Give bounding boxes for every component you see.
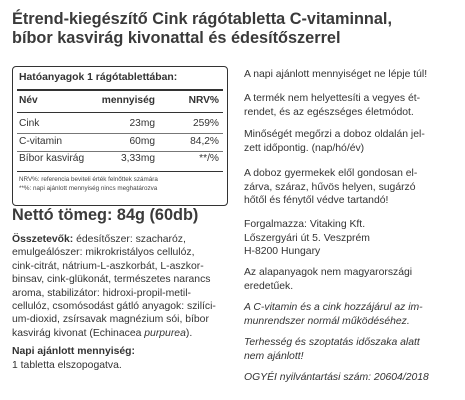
text-line: Az alapanyagok nem magyarországi xyxy=(244,267,413,278)
product-title xyxy=(12,10,457,48)
ingredients-line: édesítőszer: szacharóz, xyxy=(73,234,186,245)
storage-notice xyxy=(244,167,460,208)
table-divider xyxy=(17,151,223,152)
daily-dose-text: 1 tabletta elszopogatva. xyxy=(12,360,122,371)
col-nrv-header: NRV% xyxy=(188,95,219,106)
cell-nrv: 259% xyxy=(192,118,219,129)
table-row xyxy=(19,118,219,132)
cell-amount: 60mg xyxy=(129,136,155,147)
cell-name: Cink xyxy=(19,118,40,129)
table-header-row xyxy=(19,95,219,109)
text-line: Terhesség és szoptatás időszaka alatt xyxy=(244,337,420,348)
col-name-header: Név xyxy=(19,95,38,106)
table-divider xyxy=(17,171,223,172)
dosage-warning xyxy=(244,68,460,82)
text-line: eredetűek. xyxy=(244,280,294,292)
table-row xyxy=(19,153,219,167)
net-weight: Nettó tömeg: 84g (60db) xyxy=(12,206,199,224)
diet-notice xyxy=(244,92,460,119)
pregnancy-warning xyxy=(244,336,460,363)
text-line: zett időpontig. (nap/hó/év) xyxy=(244,142,365,154)
table-footnote: NRV%: referencia beviteli érték felnőttek számára xyxy=(19,176,158,183)
cell-name: Bíbor kasvirág xyxy=(19,153,85,164)
col-amount-header: mennyiség xyxy=(101,95,155,106)
health-claim xyxy=(244,301,460,328)
text-line: OGYÉI nyilvántartási szám: 20604/2018 xyxy=(244,372,429,383)
text-line: munrendszer normál működéséhez. xyxy=(244,315,410,327)
ingredients-line: binsav, cink-glükonát, természetes narancs xyxy=(12,274,211,286)
text-line: Minőségét megőrzi a doboz oldalán jel- xyxy=(244,129,425,140)
cell-nrv: **/% xyxy=(199,153,219,164)
origin-notice xyxy=(244,266,460,293)
table-heading: Hatóanyagok 1 rágótablettában: xyxy=(19,72,178,83)
active-ingredients-table xyxy=(12,66,228,206)
ingredients-line: aroma, stabilizátor: hidroxi-propil-metil- xyxy=(12,287,192,299)
text-line: rendet, és az egészséges életmódot. xyxy=(244,106,414,118)
cell-name: C-vitamin xyxy=(19,136,63,147)
table-footnote: **%: napi ajánlott mennyiség nincs meghatározva xyxy=(19,185,158,192)
text-line: Forgalmazza: Vitaking Kft. xyxy=(244,219,366,230)
daily-dose-label: Napi ajánlott mennyiség: xyxy=(12,346,135,357)
expiry-notice xyxy=(244,128,460,155)
ingredients-line: cink-citrát, nátrium-L-aszkorbát, L-aszkor- xyxy=(12,260,204,272)
ingredients-line: cellulóz, csomósodást gátló anyagok: szilíci- xyxy=(12,301,216,313)
table-row xyxy=(19,136,219,150)
table-divider xyxy=(17,89,223,91)
table-divider xyxy=(17,133,223,134)
ingredients-end: ). xyxy=(185,327,193,339)
text-line: zárva, száraz, hűvös helyen, sugárzó xyxy=(244,181,416,193)
title-line-1: Étrend-kiegészítő Cink rágótabletta C-vitaminnal, xyxy=(12,10,392,28)
ingredients-label: Összetevők: xyxy=(12,234,74,245)
ingredients-text xyxy=(12,233,228,340)
registration-number xyxy=(244,371,460,385)
text-line: hőtől és fénytől védve tartandó! xyxy=(244,195,389,207)
text-line: nem ajánlott! xyxy=(244,350,304,362)
ingredients-line: kasvirág kivonat (Echinacea xyxy=(12,327,145,339)
distributor-info xyxy=(244,218,460,259)
cell-amount: 3,33mg xyxy=(121,153,155,164)
text-line: A napi ajánlott mennyiséget ne lépje túl! xyxy=(244,69,428,80)
table-divider xyxy=(17,112,223,113)
text-line: Lőszergyári út 5. Veszprém xyxy=(244,232,370,244)
text-line: A C-vitamin és a cink hozzájárul az im- xyxy=(244,302,423,313)
text-line: H-8200 Hungary xyxy=(244,246,321,258)
ingredients-line: um-dioxid, zsírsavak magnézium sói, bíbor xyxy=(12,314,209,326)
text-line: A doboz gyermekek elől gondosan el- xyxy=(244,168,418,179)
ingredients-line: emulgeálószer: mikrokristályos cellulóz, xyxy=(12,247,195,259)
cell-amount: 23mg xyxy=(129,118,155,129)
cell-nrv: 84,2% xyxy=(190,136,219,147)
title-line-2: bíbor kasvirág kivonattal és édesítőszerrel xyxy=(12,29,341,47)
ingredients-latin-name: purpurea xyxy=(144,327,186,339)
text-line: A termék nem helyettesíti a vegyes ét- xyxy=(244,93,421,104)
